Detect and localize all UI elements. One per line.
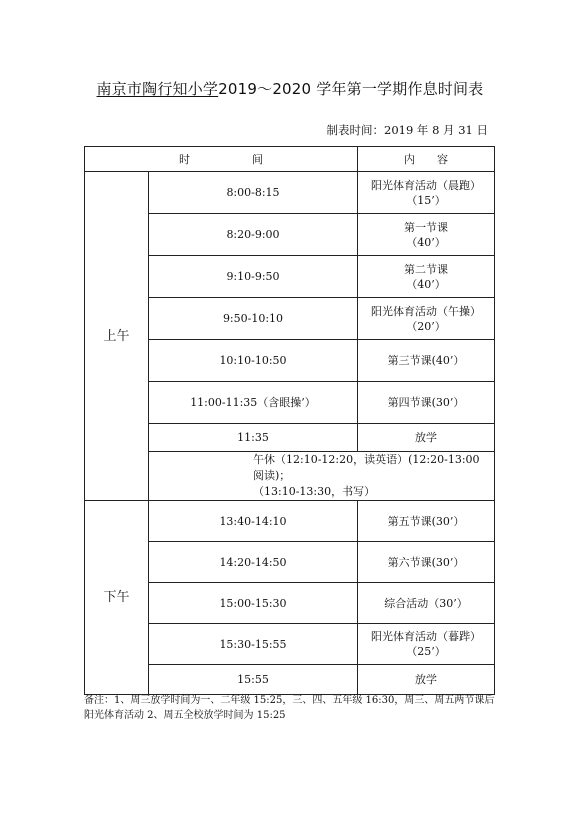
- content-cell: 第二节课 （40’）: [358, 256, 495, 298]
- content-cell: 第一节课 （40’）: [358, 214, 495, 256]
- time-cell: 14:20-14:50: [149, 542, 358, 583]
- content-cell: 放学: [358, 424, 495, 452]
- made-date: [327, 122, 489, 138]
- time-cell: 9:10-9:50: [149, 256, 358, 298]
- time-cell: 8:00-8:15: [149, 172, 358, 214]
- content-cell: 阳光体育活动（午操） （20’）: [358, 298, 495, 340]
- content-cell: 第四节课(30’）: [358, 382, 495, 424]
- schedule-table: [84, 146, 495, 695]
- lunch-cell: 午休（12:10-12:20，读英语）(12:20-13:00 阅读)； （13:10-13:30，书写）: [149, 452, 495, 501]
- content-cell: 放学: [358, 665, 495, 695]
- content-cell: 第三节课(40’）: [358, 340, 495, 382]
- footnote-line: 备注：1、周三放学时间为一、二年级 15:25，三、四、五年级 16:30，周三、周五两节课后: [84, 695, 495, 706]
- footnote-line: 阳光体育活动 2、周五全校放学时间为 15:25: [84, 710, 286, 721]
- time-cell: 13:40-14:10: [149, 501, 358, 542]
- time-cell: 9:50-10:10: [149, 298, 358, 340]
- time-cell: 11:35: [149, 424, 358, 452]
- time-cell: 10:10-10:50: [149, 340, 358, 382]
- time-cell: 8:20-9:00: [149, 214, 358, 256]
- content-cell: 第六节课(30’）: [358, 542, 495, 583]
- table-header-row: [85, 147, 495, 172]
- header-content: 内 容: [358, 147, 495, 172]
- table-row: [85, 501, 495, 542]
- time-cell: 15:30-15:55: [149, 624, 358, 665]
- content-cell: 阳光体育活动（暮跸） （25’）: [358, 624, 495, 665]
- time-cell: 15:00-15:30: [149, 583, 358, 624]
- header-time: 时 间: [85, 147, 358, 172]
- content-cell: 阳光体育活动（晨跑） （15’）: [358, 172, 495, 214]
- content-cell: 第五节课(30’）: [358, 501, 495, 542]
- school-name: 南京市陶行知小学: [96, 80, 219, 98]
- table-row: [85, 172, 495, 214]
- made-date-label: 制表时间：: [326, 123, 384, 137]
- made-date-value: 2019 年 8 月 31 日: [384, 123, 488, 137]
- morning-label: 上午: [85, 172, 149, 501]
- time-cell: 11:00-11:35（含眼操’）: [149, 382, 358, 424]
- time-cell: 15:55: [149, 665, 358, 695]
- afternoon-label: 下午: [85, 501, 149, 695]
- content-cell: 综合活动（30’）: [358, 583, 495, 624]
- title-rest: 2019～2020 学年第一学期作息时间表: [218, 80, 484, 98]
- page-title: [0, 78, 580, 99]
- footnote: [84, 693, 504, 723]
